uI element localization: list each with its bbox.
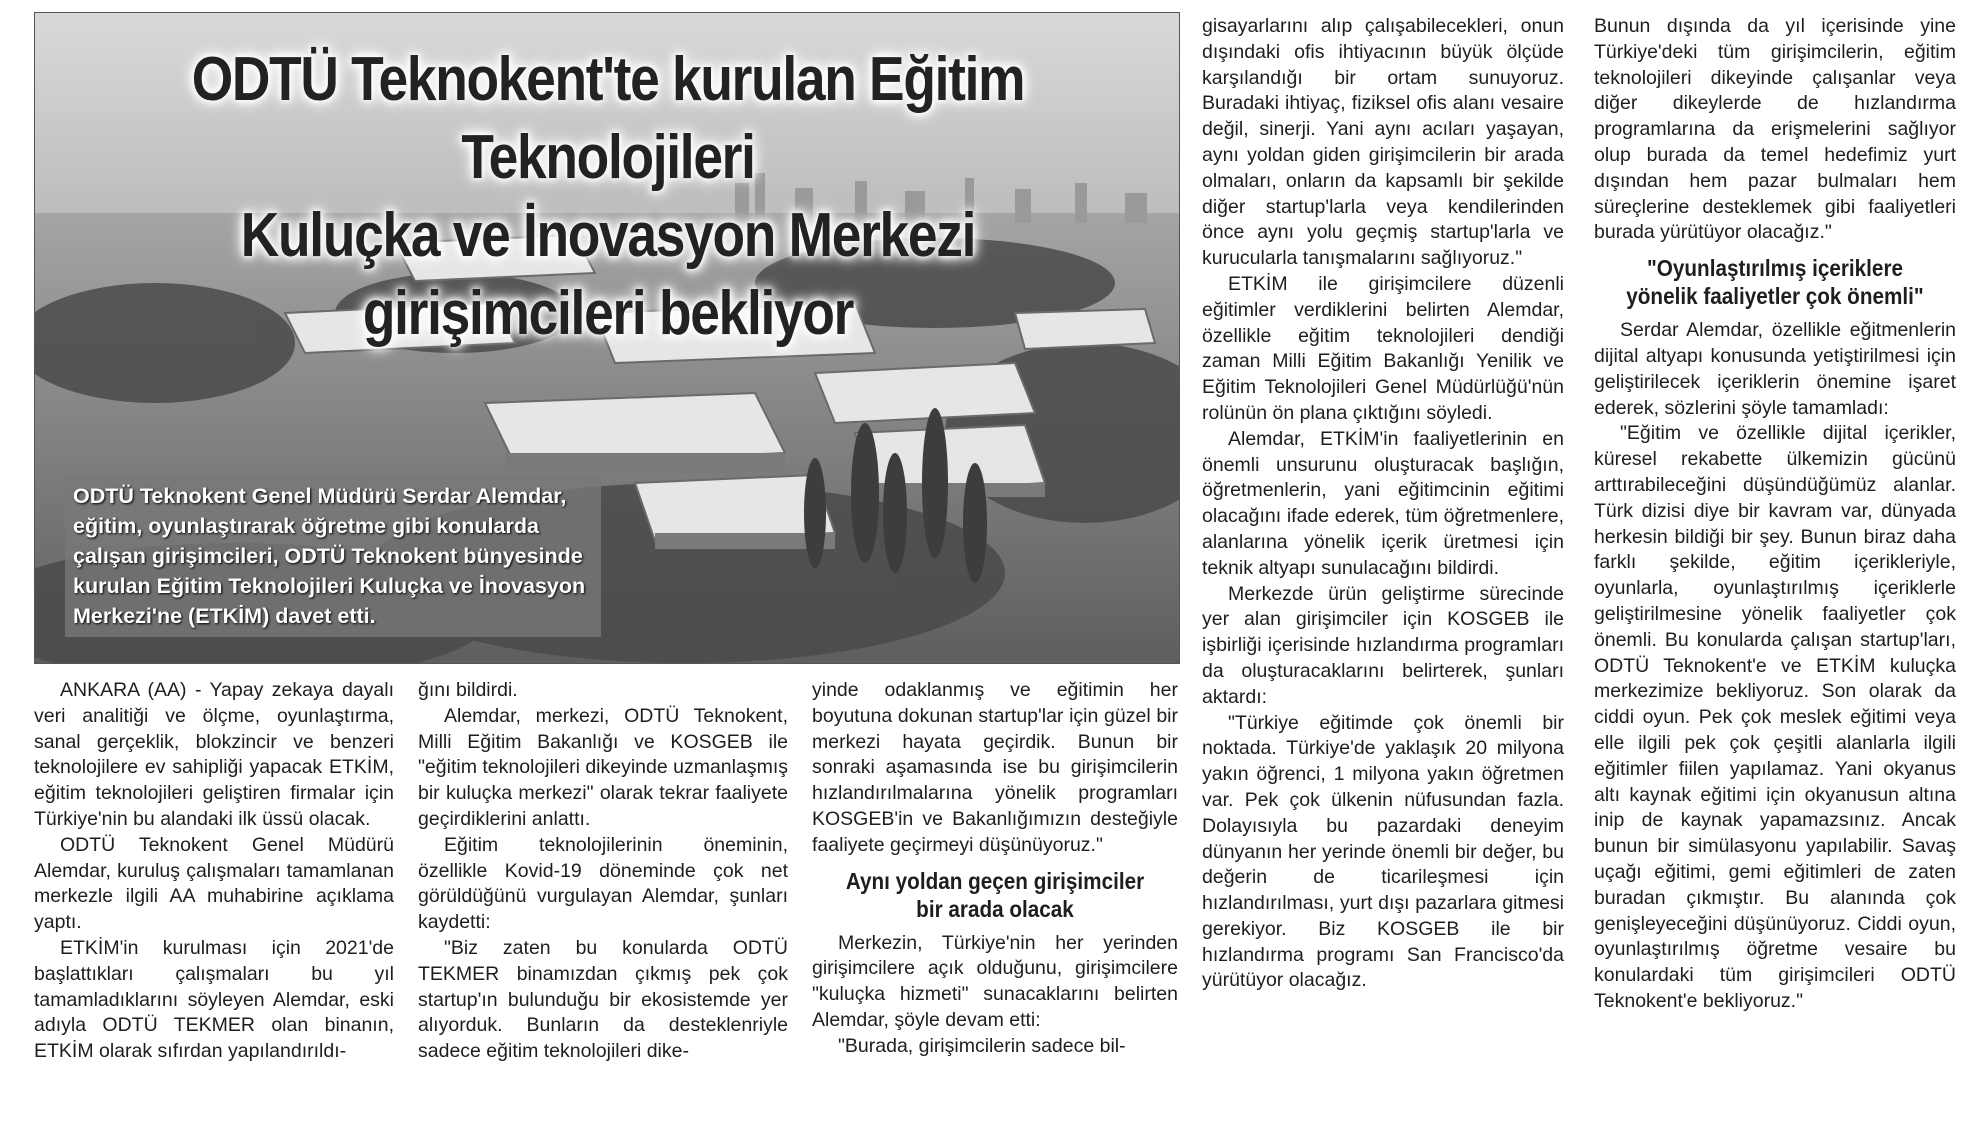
paragraph: Alemdar, ETKİM'in faaliyetlerinin en önemli unsurunu oluşturacak başlığın, öğretmenlerin, yani eğitimcinin eğitimi olacağını ifade ederek, tüm öğretmenlere, alanlarına yönelik içerik üretmesi için teknik altyapı sunulacağını bildirdi. [1202,427,1564,579]
paragraph: gisayarlarını alıp çalışabilecekleri, onun dışındaki ofis ihtiyacının büyük ölçüde karşılandığı bir ortam sunuyoruz. Buradaki ihtiyaç, fiziksel ofis alanı vesaire değil, sinerji. Yani aynı acıları yaşayan, aynı yoldan giden girişimcilerin bir arada olmaları, onların da kapsamlı bir şekilde diğer startup'larla veya kendilerinden önce aynı yolu geçmiş startup'larla ve kurucularla tanışmalarını sağlıyoruz." [1202,15,1564,270]
paragraph: "Türkiye eğitimde çok önemli bir noktada. Türkiye'de yaklaşık 20 milyona yakın öğrenci, 1 milyona yakın öğretmen var. Pek çok ülkenin nüfusundan fazla. Dolayısıyla bu pazardaki deneyim dünyanın her yerinde önemli bir değer, bu değerin de ticarileşmesi için hızlandırılması, yurt dışı pazarlara gitmesi gerekiyor. Biz KOSGEB ile bir hızlandırma programı San Francisco'da yürütüyor olacağız. [1202,711,1564,992]
article-column-1 [34,678,394,1065]
section-heading: Aynı yoldan geçen girişimciler bir arada olacak [845,867,1145,922]
article-column-2 [418,678,788,1065]
headline-line-1: ODTÜ Teknokent'te kurulan Eğitim Teknolojileri [191,45,1025,192]
paragraph: Eğitim teknolojilerinin öneminin, özellikle Kovid-19 döneminde çok net görüldüğünü vurgulayan Alemdar, şunları kaydetti: [418,833,788,934]
paragraph: Serdar Alemdar, özellikle eğitmenlerin dijital altyapı konusunda yetiştirilmesi için geliştirilecek içeriklerin önemine işaret ederek, sözlerini şöyle tamamladı: [1594,319,1956,419]
paragraph: ETKİM'in kurulması için 2021'de başlattıkları çalışmaları bu yıl tamamladıklarını söyleyen Alemdar, eski adıyla ODTÜ TEKMER olan binanın, ETKİM olarak sıfırdan yapılandırıldı- [34,936,394,1063]
headline [131,41,1086,353]
paragraph: "Burada, girişimcilerin sadece bil- [838,1034,1126,1057]
paragraph: Bunun dışında da yıl içerisinde yine Türkiye'deki tüm girişimcilerin, eğitim teknolojileri dikeyinde çalışanlar veya diğer dikeylerde de hızlandırma programlarına da erişmelerini sağlıyor olup burada da temel hedefimiz yurt dışından hem pazar bulmaları hem süreçlerine desteklemek gibi faaliyetleri burada yürütüyor olacağız." [1594,15,1956,244]
paragraph: ODTÜ Teknokent Genel Müdürü Alemdar, kuruluş çalışmaları tamamlanan merkezle ilgili AA muhabirine açıklama yaptı. [34,833,394,934]
paragraph: Merkezde ürün geliştirme sürecinde yer alan girişimciler için KOSGEB ile işbirliği içerisinde hızlandırma programları da oluşturacaklarını belirterek, şunları aktardı: [1202,582,1564,708]
article-column-4 [1202,14,1564,994]
section-heading: "Oyunlaştırılmış içeriklere yönelik faaliyetler çok önemli" [1626,255,1924,310]
photo-caption: ODTÜ Teknokent Genel Müdürü Serdar Alemdar, eğitim, oyunlaştırarak öğretme gibi konularda çalışan girişimcileri, ODTÜ Teknokent bünyesinde kurulan Eğitim Teknolojileri Kuluçka ve İnovasyon Merkezi'ne (ETKİM) davet etti. [65,475,601,637]
headline-line-2: Kuluçka ve İnovasyon Merkezi girişimcileri bekliyor [240,201,976,348]
paragraph: "Biz zaten bu konularda ODTÜ TEKMER binamızdan çıkmış pek çok startup'ın bulunduğu bir ekosistemde yer alıyorduk. Bunların da desteklenriyle sadece eğitim teknolojileri dike- [418,936,788,1063]
paragraph: yinde odaklanmış ve eğitimin her boyutuna dokunan startup'lar için güzel bir merkezi hayata geçirdik. Bunun bir sonraki aşamasında ise bu girişimcilerin hızlandırılmalarına yönelik programları KOSGEB'in ve Bakanlığımızın desteğiyle faaliyete geçirmeyi düşünüyoruz." [812,679,1178,856]
article-column-3 [812,678,1178,1060]
article-photo [34,12,1180,664]
paragraph: Merkezin, Türkiye'nin her yerinden girişimcilere açık olduğunu, girişimcilere "kuluçka hizmeti" sunacaklarını belirten Alemdar, şöyle devam etti: [812,931,1178,1031]
paragraph: "Eğitim ve özellikle dijital içerikler, küresel rekabette ülkemizin gücünü arttırabileceğini düşündüğümüz alanlar. Türk dizisi diye bir kavram var, dünyada herkesin bildiği bir şey. Bunun biraz daha farklı şekilde, eğitim içerikleriyle, oyunlarla, oyunlaştırılmış içeriklerle geliştirilmesine yönelik faaliyetler çok önemli. Bu konularda çalışan startup'ları, ODTÜ Teknokent'e ve ETKİM kuluçka merkezimize bekliyoruz. Son olarak da ciddi oyun. Pek çok meslek eğitimi veya elle ilgili pek çok çeşitli alanlarla ilgili eğitimler fiilen yapılamaz. Yani okyanus altı kaynak eğitimi için okyanusun altına inip de kaynak yapamazsınız. Ancak bunun bir simülasyonu yapılabilir. Savaş uçağı eğitimi, gemi eğitimleri de zaten buradan çıkmıştır. Bu alanında çok genişleyeceğini düşünüyoruz. Ciddi oyun, oyunlaştırılmış öğretme vesaire bu konulardaki tüm girişimcileri ODTÜ Teknokent'e bekliyoruz." [1594,422,1956,1012]
paragraph: ANKARA (AA) - Yapay zekaya dayalı veri analitiği ve ölçme, oyunlaştırma, sanal gerçeklik, blokzincir ve benzeri teknolojilere ev sahipliği yapacak ETKİM, eğitim teknolojileri geliştiren firmalar için Türkiye'nin bu alandaki ilk üssü olacak. [34,679,394,830]
article-column-5 [1594,14,1956,1015]
paragraph: ETKİM ile girişimcilere düzenli eğitimler verdiklerini belirten Alemdar, özellikle eğitim teknolojileri dendiği zaman Milli Eğitim Bakanlığı Yenilik ve Eğitim Teknolojileri Genel Müdürlüğü'nün rolünün ön plana çıktığını söyledi. [1202,272,1564,424]
paragraph: ğını bildirdi. [418,679,518,701]
paragraph: Alemdar, merkezi, ODTÜ Teknokent, Milli Eğitim Bakanlığı ve KOSGEB ile "eğitim teknolojileri dikeyinde uzmanlaşmış bir kuluçka merkezi" olarak tekrar faaliyete geçirdiklerini anlattı. [418,704,788,830]
